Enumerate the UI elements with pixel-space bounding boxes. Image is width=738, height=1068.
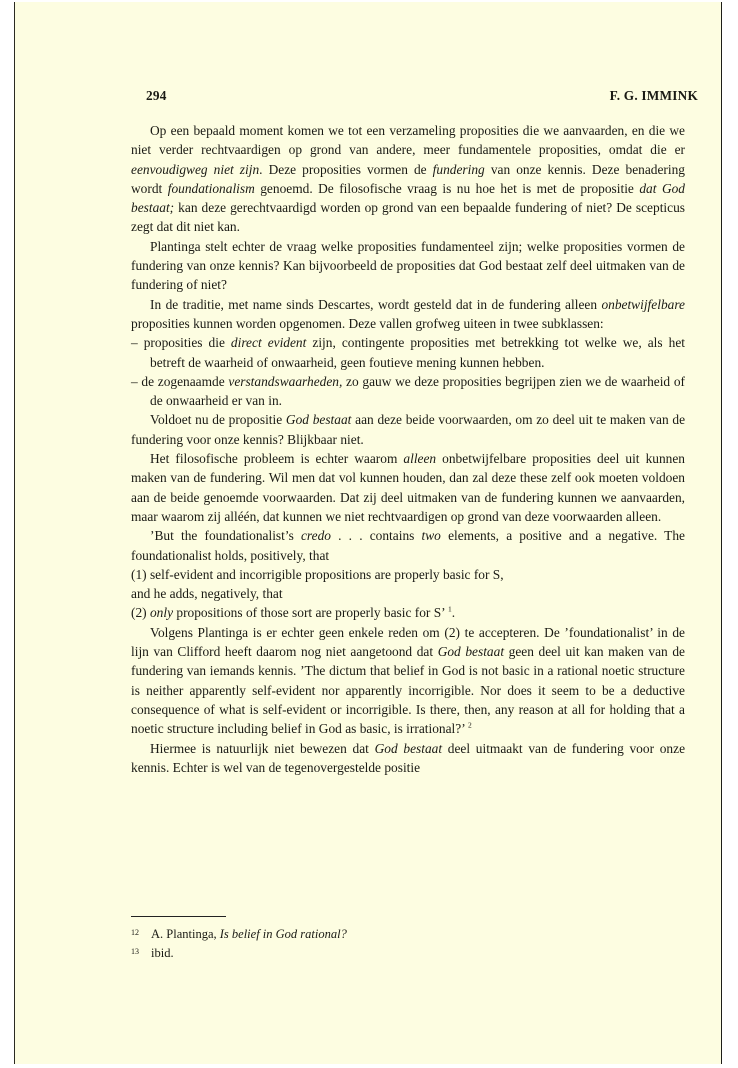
text-run: onbetwijfelbare proposities deel uit kunnen maken van de fundering. Wil men dat vol kunnen houden, dan zal deze these zelf ook moeten voldoen aan de beide genoemde voorwaarden. Dat zij deel uitmaken van de fundering kunnen we aanvaarden, maar waarom zij alléén, dat kunnen we niet rechtvaardigen op grond van deze voorwaarden alleen. bbox=[131, 451, 685, 524]
text-run: ’But the foundationalist’s bbox=[150, 528, 301, 544]
italic-text: God bestaat bbox=[374, 740, 443, 756]
text-run: Plantinga stelt echter de vraag welke proposities fundamenteel zijn; welke proposities vormen de fundering van onze kennis? Kan bijvoorbeeld de proposities dat God bestaat zelf deel uitmaken van de fundering of niet? bbox=[131, 238, 685, 293]
text-run: . bbox=[451, 605, 456, 621]
italic-text: Is belief in God rational? bbox=[219, 927, 347, 941]
paragraph bbox=[131, 295, 685, 334]
text-run: Op een bepaald moment komen we tot een verzameling proposities die we aanvaarden, en die we niet verder rechtvaardigen op grond van andere, meer fundamentele proposities, omdat die er bbox=[131, 123, 685, 158]
italic-text: eenvoudigweg niet zijn bbox=[131, 161, 260, 177]
italic-text: God bestaat bbox=[285, 412, 352, 428]
paragraph bbox=[131, 565, 685, 584]
footnote-number: 12 bbox=[131, 928, 139, 937]
text-run: Volgens Plantinga is er echter geen enkele reden om (2) te accepteren. De ’foundationalist’ in de lijn van Clifford heeft daarom nog niet aangetoond dat bbox=[131, 624, 685, 660]
text-run: A. Plantinga, bbox=[151, 927, 220, 941]
text-run: Voldoet nu de propositie bbox=[150, 412, 286, 428]
italic-text: two bbox=[421, 528, 441, 544]
list-item bbox=[131, 333, 685, 372]
text-run: Het filosofische probleem is echter waarom bbox=[150, 451, 404, 467]
list-item bbox=[131, 372, 685, 411]
footnote bbox=[131, 943, 347, 962]
paragraph bbox=[131, 449, 685, 526]
italic-text: credo bbox=[300, 528, 331, 544]
text-run: (1) self-evident and incorrigible propositions are properly basic for S, bbox=[131, 566, 504, 582]
text-run: van onze kennis. Deze benadering wordt bbox=[131, 161, 685, 196]
paragraph bbox=[131, 603, 685, 622]
text-run: elements, a positive and a negative. The foundationalist holds, positively, that bbox=[131, 528, 685, 563]
text-run: propositions of those sort are properly basic for S’ bbox=[173, 605, 448, 621]
text-run: – proposities die bbox=[131, 335, 231, 351]
text-run: Hiermee is natuurlijk niet bewezen dat bbox=[150, 740, 375, 756]
text-run: geen deel uit kan maken van de fundering van iemands kennis. ’The dictum that belief in God is not basic in a rational noetic structure is neither apparently self-evident nor apparently incorrigible. Nor does it seem to be a deductive consequence of what is self-evident or incorrigible. Is there, then, any reason at all for holding that a noetic structure including belief in God as basic, is irrational?’ bbox=[131, 644, 685, 737]
italic-text: onbetwijfelbare bbox=[601, 296, 685, 312]
text-run: genoemd. De filosofische vraag is nu hoe het is met de propositie bbox=[254, 180, 640, 196]
italic-text: only bbox=[149, 605, 174, 621]
footnote-number: 13 bbox=[131, 947, 139, 956]
footnote-reference: 2 bbox=[468, 720, 472, 730]
footnote bbox=[131, 924, 347, 943]
paragraph bbox=[131, 623, 685, 739]
footnotes bbox=[131, 924, 347, 962]
paragraph bbox=[131, 237, 685, 295]
running-author: F. G. IMMINK bbox=[609, 88, 698, 103]
paragraph bbox=[131, 739, 685, 778]
text-run: . Deze proposities vormen de bbox=[259, 161, 433, 177]
text-run: In de traditie, met name sinds Descartes, wordt gesteld dat in de fundering alleen bbox=[150, 296, 602, 312]
italic-text: dat God bestaat; bbox=[131, 180, 686, 216]
text-run: proposities kunnen worden opgenomen. Deze vallen grofweg uiteen in twee subklassen: bbox=[131, 315, 604, 331]
text-run: ibid. bbox=[151, 946, 174, 960]
paragraph bbox=[131, 121, 685, 237]
paragraph bbox=[131, 584, 685, 603]
footnote-reference: 1 bbox=[447, 604, 452, 614]
paragraph bbox=[131, 526, 685, 565]
text-run: aan deze beide voorwaarden, om zo deel uit te maken van de fundering voor onze kennis? Blijkbaar niet. bbox=[131, 412, 686, 447]
page-number: 294 bbox=[146, 88, 167, 103]
italic-text: fundering bbox=[432, 161, 485, 177]
text-run: zo gauw we deze proposities begrijpen zien we de waarheid of de onwaarheid er van in. bbox=[150, 373, 685, 409]
italic-text: alleen bbox=[403, 451, 437, 467]
footnote-rule bbox=[131, 916, 226, 917]
italic-text: God bestaat bbox=[437, 644, 505, 660]
text-run: – de zogenaamde bbox=[131, 373, 229, 389]
text-run: (2) bbox=[131, 605, 150, 621]
text-run: and he adds, negatively, that bbox=[131, 586, 283, 602]
text-run: deel uitmaakt van de fundering voor onze kennis. Echter is wel van de tegenovergestelde positie bbox=[131, 740, 686, 775]
text-run: kan deze gerechtvaardigd worden op grond van een bepaalde fundering of niet? De scepticus zegt dat dit niet kan. bbox=[131, 200, 685, 235]
text-run: zijn, contingente proposities met betrekking tot welke we, als het betreft de waarheid of onwaarheid, geen foutieve mening kunnen hebben. bbox=[150, 335, 685, 370]
body-text bbox=[131, 121, 685, 777]
italic-text: foundationalism bbox=[167, 180, 255, 196]
italic-text: verstandswaarheden, bbox=[228, 373, 343, 389]
italic-text: direct evident bbox=[230, 335, 307, 351]
paragraph bbox=[131, 410, 685, 449]
text-run: . . . contains bbox=[330, 528, 422, 544]
